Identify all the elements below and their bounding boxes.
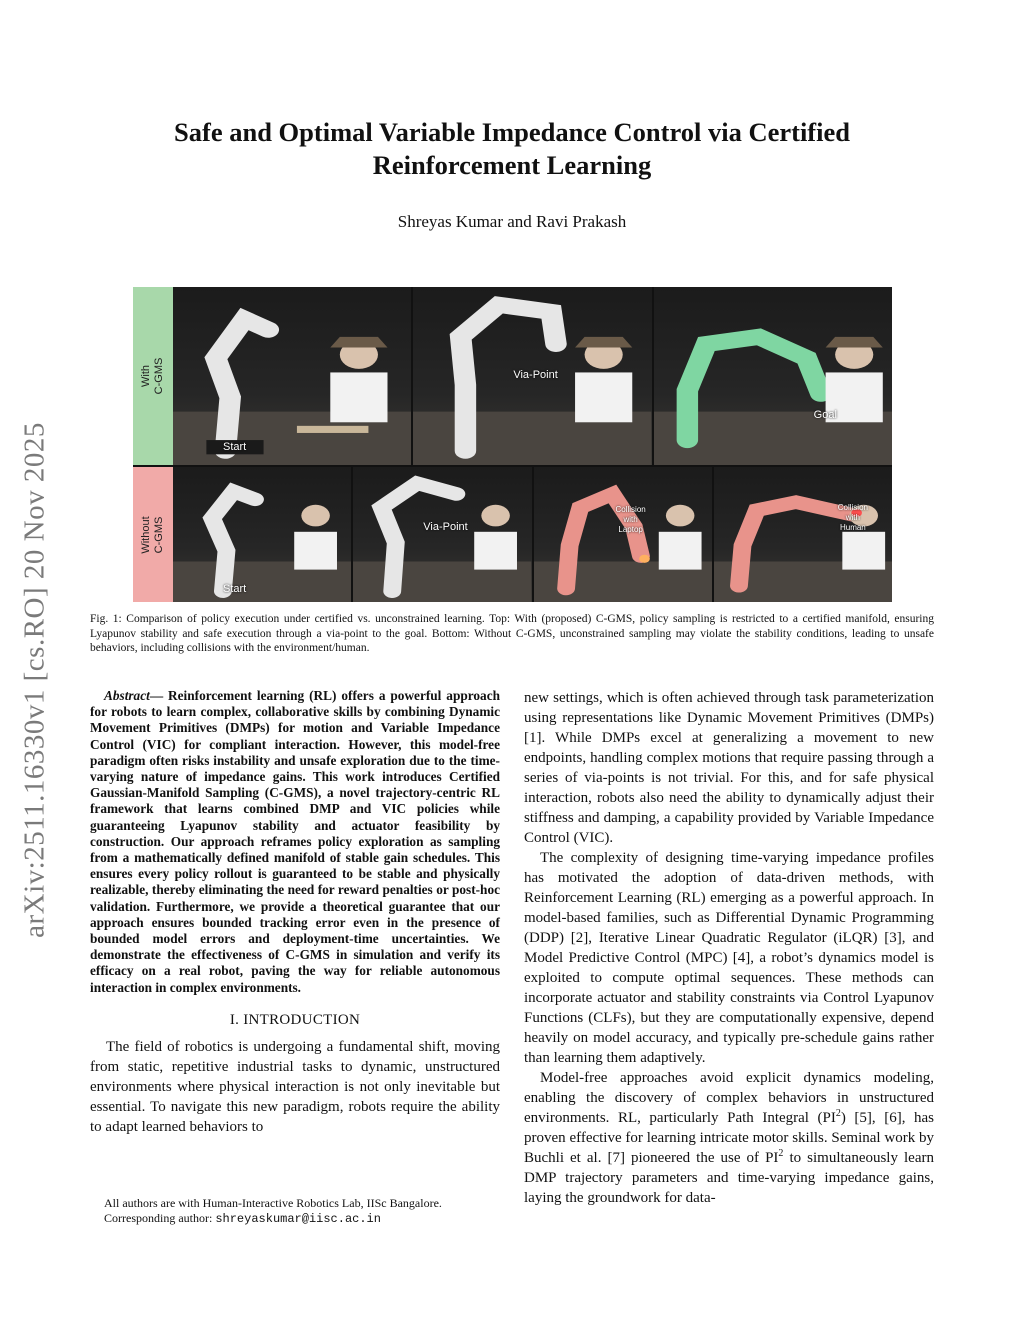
abstract-text: Reinforcement learning (RL) offers a powerful approach for robots to learn complex, collaborative skills by combining Dynamic Movement Primitives (DMPs) for motion and Variable Impedance Control (VIC) for compliant interaction. However, this model-free paradigm often risks instability and unsafe exploration due to the time-varying nature of impedance gains. This work introduces Certified Gaussian-Manifold Sampling (C-GMS), a novel trajectory-centric RL framework that learns combined DMP and VIC policies while guaranteeing Lyapunov stability and actuator feasibility by construction. Our approach reframes policy exploration as sampling from a mathematically defined manifold of stable gain schedules. This ensures every policy rollout is guaranteed to be stable and physically realizable, thereby eliminating the need for reward penalties or post-hoc validation. Furthermore, we provide a theoretical guarantee that our approach ensures bounded tracking error even in the presence of bounded model errors and deployment-time uncertainties. We demonstrate the effectiveness of C-GMS in simulation and verify its efficacy on a real robot, paving the way for reliable autonomous interaction in complex environments. bbox=[90, 688, 500, 995]
panel-label-start: Start bbox=[223, 441, 247, 453]
right-p3-part-b: ) [5], [6], has proven effective for learning intricate motor skills. Seminal work by Buchli et al. [7] pioneered the use of PI bbox=[524, 1110, 934, 1166]
right-paragraph-3 bbox=[524, 1068, 934, 1208]
right-paragraph-1: new settings, which is often achieved through task parameterization using representations like Dynamic Movement Primitives (DMPs) [1]. While DMPs excel at generalizing a movement to new endpoints, handling complex motions that require passing through a series of via-points is not trivial. For this, and for safe physical interaction, robots also need the ability to dynamically adjust their stiffness and damping, a capability provided by Variable Impedance Control (VIC). bbox=[524, 690, 934, 846]
arxiv-identifier-text: arXiv:2511.16330v1 [cs.RO] 20 Nov 2025 bbox=[18, 422, 51, 938]
footnote bbox=[90, 1196, 500, 1227]
robot-arm-illustration bbox=[173, 287, 411, 465]
footnote-affiliation: All authors are with Human-Interactive Robotics Lab, IISc Bangalore. bbox=[104, 1196, 442, 1210]
photo-panel-via-point bbox=[413, 287, 651, 465]
photo-panel-start bbox=[173, 287, 411, 465]
photo-panel-via-point bbox=[353, 467, 531, 602]
intro-paragraph-1: The field of robotics is undergoing a fundamental shift, moving from static, repetitive industrial tasks to dynamic, unstructured environments where physical interaction is not only inevitable but essential. To navigate this new paradigm, robots require the ability to adapt learned behaviors to bbox=[90, 1038, 500, 1135]
panel-label-goal: Goal bbox=[813, 409, 837, 421]
footnote-contact bbox=[90, 1211, 500, 1227]
panel-label-via-point: Via-Point bbox=[423, 521, 468, 533]
paper-authors: Shreyas Kumar and Ravi Prakash bbox=[397, 212, 627, 231]
right-paragraph-2: The complexity of designing time-varying impedance profiles has motivated the adoption of data-driven methods, with Reinforcement Learning (RL) emerging as a powerful approach. In model-based families, such as Differential Dynamic Programming (DDP) [2], Iterative Linear Quadratic Regulator (iLQR) [3], and Model Predictive Control (MPC) [4], a robot’s dynamics model is exploited to compute optimal sequences. These methods can incorporate actuator and stability constraints via Control Lyapunov Functions (CLFs), but they are computationally expensive, depend heavily on model accuracy, and typically pre-schedule gains rather than learning them adaptively. bbox=[524, 850, 934, 1066]
abstract: Abstract— Reinforcement learning (RL) offers a powerful approach for robots to learn complex, collaborative skills by combining Dynamic Movement Primitives (DMPs) for motion and Variable Impedance Control (VIC) for compliant interaction. However, this model-free paradigm often risks instability and unsafe exploration due to the time-varying nature of impedance gains. This work introduces Certified Gaussian-Manifold Sampling (C-GMS), a novel trajectory-centric RL framework that learns combined DMP and VIC policies while guaranteeing Lyapunov stability and actuator feasibility by construction. Our approach reframes policy exploration as sampling from a mathematically defined manifold of stable gain schedules. This ensures every policy rollout is guaranteed to be stable and physically realizable, thereby eliminating the need for reward penalties or post-hoc validation. Furthermore, we provide a theoretical guarantee that our approach ensures bounded tracking error even in the presence of bounded model errors and deployment-time uncertainties. We demonstrate the effectiveness of C-GMS in simulation and verify its efficacy on a real robot, paving the way for reliable autonomous interaction in complex environments. bbox=[90, 688, 500, 995]
photo-panel-collision-human bbox=[714, 467, 892, 602]
robot-arm-illustration bbox=[173, 467, 351, 602]
photo-panel-goal bbox=[654, 287, 892, 465]
right-column bbox=[524, 688, 934, 1208]
photo-panel-start bbox=[173, 467, 351, 602]
figure-row-without-cgms bbox=[173, 467, 892, 602]
corresponding-email-link[interactable]: shreyaskumar@iisc.ac.in bbox=[215, 1212, 381, 1226]
right-p3-sup-2: 2 bbox=[778, 1148, 784, 1159]
row-label-without-text: Without C-GMS bbox=[140, 515, 165, 554]
section-heading: I. INTRODUCTION bbox=[229, 1011, 361, 1028]
figure-row-with-cgms bbox=[173, 287, 892, 465]
robot-arm-illustration bbox=[353, 467, 531, 602]
panel-label-collision-laptop: Collision with Laptop bbox=[615, 505, 646, 534]
right-p3-part-c: to simultaneously learn DMP trajectory parameters and time-varying impedance gains, laying the groundwork for data- bbox=[524, 1150, 934, 1206]
panel-label-start: Start bbox=[223, 583, 247, 595]
panel-label-collision-human: Collision with Human bbox=[837, 503, 868, 532]
arxiv-identifier bbox=[8, 370, 62, 990]
figure-1 bbox=[133, 287, 892, 602]
robot-arm-illustration bbox=[714, 467, 892, 602]
panel-label-via-point: Via-Point bbox=[513, 369, 558, 381]
row-label-with-text: With C-GMS bbox=[140, 357, 165, 395]
footnote-contact-prefix: Corresponding author: bbox=[104, 1211, 213, 1225]
left-column bbox=[90, 688, 500, 1137]
robot-arm-illustration bbox=[654, 287, 892, 465]
abstract-label: Abstract bbox=[104, 688, 150, 703]
right-p3-part-a: Model-free approaches avoid explicit dynamics modeling, enabling the discovery of complex behaviors in unstructured environments. RL, particularly Path Integral (PI bbox=[524, 1070, 934, 1126]
figure-caption: Fig. 1: Comparison of policy execution under certified vs. unconstrained learning. Top: With (proposed) C-GMS, policy sampling is restricted to a certified manifold, ensuring Lyapunov stability and safe execution through a via-point to the goal. Bottom: Without C-GMS, unconstrained sampling may violate the stability conditions, leading to unsafe behaviors, including collisions with the environment/human. bbox=[90, 613, 934, 654]
right-p3-sup-1: 2 bbox=[835, 1108, 841, 1119]
row-label-without bbox=[133, 467, 173, 602]
row-label-with bbox=[133, 287, 173, 465]
photo-panel-collision-laptop bbox=[534, 467, 712, 602]
paper-title: Safe and Optimal Variable Impedance Control via Certified Reinforcement Learning bbox=[174, 117, 850, 180]
